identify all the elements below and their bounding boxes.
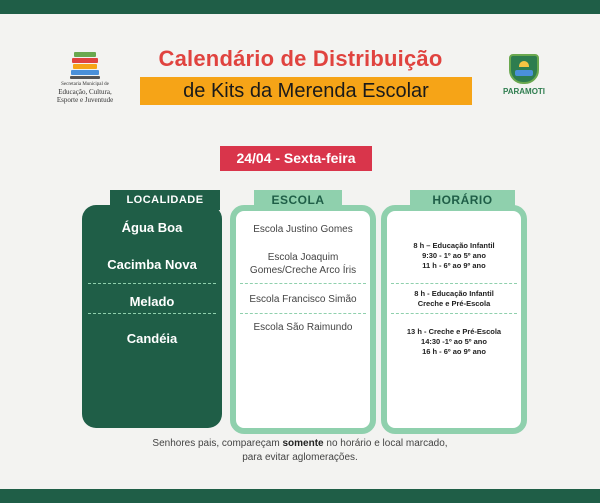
horario-line: 8 h – Educação Infantil [413,241,495,250]
footer-part1: Senhores pais, compareçam [152,438,283,449]
horario-line: Creche e Pré-Escola [417,299,491,308]
footer-line2: para evitar aglomerações. [242,452,358,463]
divider [88,313,216,314]
localidade-item: Candéia [126,331,178,346]
escola-line: Gomes/Creche Arco Íris [249,265,357,276]
secretaria-logo [52,52,118,104]
crest-icon [509,54,539,84]
escola-line: Escola São Raimundo [253,322,353,333]
divider [391,313,517,314]
bottom-band [0,489,600,503]
escola-item [236,293,370,306]
horario-line: 16 h - 6º ao 9º ano [422,347,486,356]
logo-left-line2: Educação, Cultura, [58,88,112,96]
escola-line: Escola Joaquim [267,252,339,263]
top-band [0,0,600,14]
title-line2: de Kits da Merenda Escolar [140,77,472,105]
books-icon [70,52,100,80]
horario-item [387,241,521,271]
localidade-item: Melado [129,294,175,309]
horario-line: 14:30 -1º ao 5º ano [421,337,487,346]
header-localidade: LOCALIDADE [110,190,220,210]
horario-line: 9:30 - 1º ao 5º ano [422,251,486,260]
escola-item [236,321,370,334]
logo-left-line3: Esporte e Juventude [56,96,114,104]
horario-line: 13 h - Creche e Pré-Escola [406,327,502,336]
escola-item [236,223,370,236]
divider [88,283,216,284]
localidade-item: Cacimba Nova [107,257,197,272]
escola-column [230,205,376,434]
escola-item [236,251,370,277]
divider [391,283,517,284]
divider [240,283,366,284]
header-horario: HORÁRIO [410,190,515,210]
divider [240,313,366,314]
localidade-column [82,205,222,428]
paramoti-logo [500,54,548,96]
localidade-item: Água Boa [121,220,183,235]
horario-item [387,289,521,309]
horario-item [387,327,521,357]
horario-column [381,205,527,434]
horario-line: 8 h - Educação Infantil [414,289,494,298]
date-badge: 24/04 - Sexta-feira [220,146,372,171]
escola-line: Escola Justino Gomes [253,224,353,235]
logo-left-line1: Secretaria Municipal de [61,82,109,87]
footer-part2: no horário e local marcado, [323,438,448,449]
header-escola: ESCOLA [254,190,342,210]
footer-bold: somente [282,438,324,449]
horario-line: 11 h - 6º ao 9º ano [422,261,486,270]
footer-note [60,437,540,465]
escola-line: Escola Francisco Simão [249,294,357,305]
footer-line1 [60,437,540,451]
title-line1: Calendário de Distribuição [158,46,443,71]
paramoti-name: PARAMOTI [502,87,546,96]
